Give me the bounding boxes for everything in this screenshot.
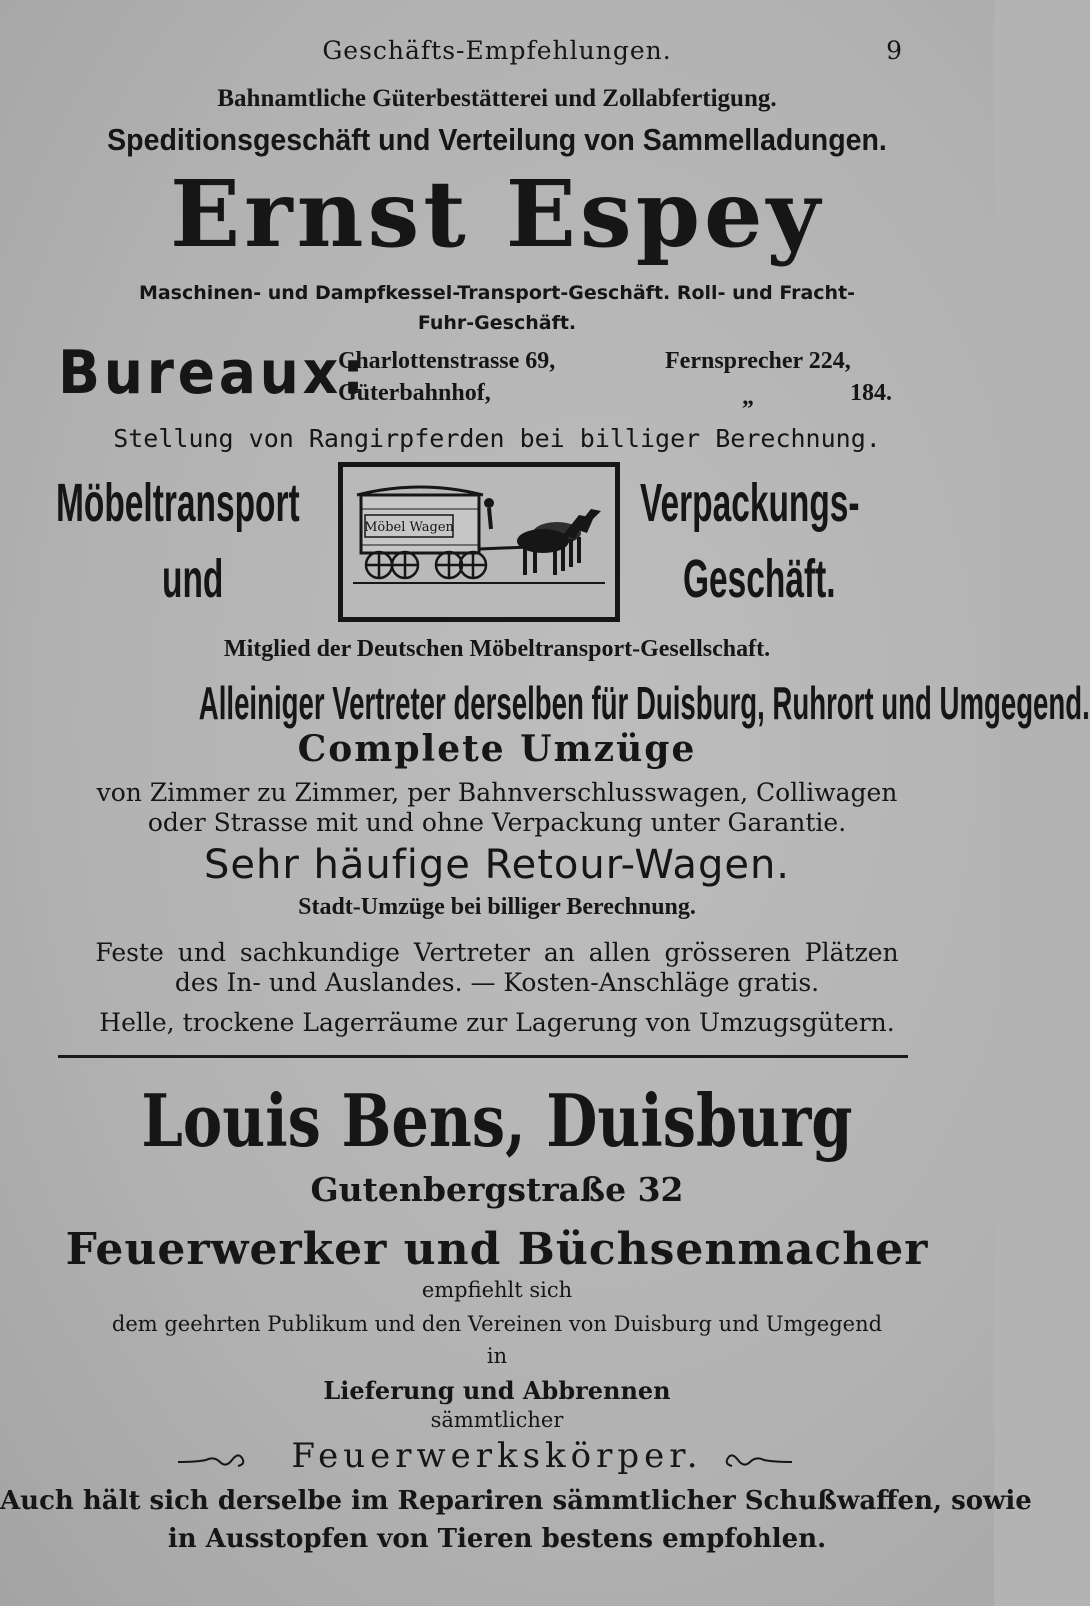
address-1-street: Charlottenstrasse 69, <box>338 348 556 374</box>
bens-feuerwerkskoerper: Feuerwerkskörper. <box>291 1436 703 1476</box>
espey-services-2: Fuhr-Geschäft. <box>417 312 577 334</box>
verpackungs-heading: Verpackungs- <box>640 473 860 533</box>
retour-wagen-heading: Sehr häufige Retour-Wagen. <box>203 842 791 888</box>
zimmer-line-2: oder Strasse mit und ohne Verpackung unter Garantie. <box>147 808 847 837</box>
complete-umzuege-heading: Complete Umzüge <box>297 728 697 770</box>
wagon-sign: Möbel Wagen <box>364 520 454 535</box>
running-head: Geschäfts-Empfehlungen. <box>322 36 672 65</box>
ad-divider <box>58 1055 908 1058</box>
lagerraeume-line: Helle, trockene Lagerräume zur Lagerung von Umzugsgütern. <box>99 1008 895 1037</box>
und-heading: und <box>162 549 224 609</box>
espey-tagline-1: Bahnamtliche Güterbestätterei und Zollabfertigung. <box>217 85 777 112</box>
bens-empfiehlt: empfiehlt sich <box>421 1278 573 1302</box>
bens-reparatur-line: Auch hält sich derselbe im Repariren sämmtlicher Schußwaffen, sowie <box>0 1486 1032 1516</box>
page-number: 9 <box>886 36 902 65</box>
zimmer-line-1: von Zimmer zu Zimmer, per Bahnverschlusswagen, Colliwagen <box>96 778 898 807</box>
bens-ausstopfen-line: in Ausstopfen von Tieren bestens empfohlen. <box>167 1524 827 1554</box>
bens-publikum-line: dem geehrten Publikum und den Vereinen von Duisburg und Umgegend <box>111 1312 883 1336</box>
address-2-street: Güterbahnhof, <box>338 380 491 406</box>
vertreter-line-2: des In- und Auslandes. — Kosten-Anschläge gratis. <box>174 968 820 997</box>
espey-company-name: Ernst Espey <box>169 160 825 268</box>
bens-lieferung: Lieferung und Abbrennen <box>323 1376 671 1405</box>
bens-saemtlicher: sämmtlicher <box>430 1408 564 1432</box>
address-1-phone: Fernsprecher 224, <box>665 348 851 374</box>
address-2-ditto-mark: „ <box>742 384 754 410</box>
bens-in: in <box>486 1344 508 1368</box>
furniture-wagon-illustration <box>338 462 620 622</box>
flourish-right-icon <box>722 1448 794 1472</box>
stadt-umzuege-line: Stadt-Umzüge bei billiger Berechnung. <box>298 894 696 920</box>
moebeltransport-heading: Möbeltransport <box>56 473 300 533</box>
address-2-phone-number: 184. <box>850 380 892 406</box>
geschaeft-heading: Geschäft. <box>683 549 836 609</box>
stellung-line: Stellung von Rangirpferden bei billiger Berechnung. <box>113 424 881 453</box>
horse-wagon-illustration <box>343 467 615 617</box>
espey-services-1: Maschinen- und Dampfkessel-Transport-Geschäft. Roll- und Fracht- <box>138 282 856 304</box>
alleiniger-vertreter-line: Alleiniger Vertreter derselben für Duisburg, Ruhrort und Umgegend. <box>198 677 1090 729</box>
bureaux-label: Bureaux: <box>58 338 368 408</box>
bens-address: Gutenbergstraße 32 <box>310 1170 684 1209</box>
vertreter-line-1: Feste und sachkundige Vertreter an allen grösseren Plätzen <box>95 938 899 967</box>
bens-company-name: Louis Bens, Duisburg <box>141 1078 853 1163</box>
mitglied-line: Mitglied der Deutschen Möbeltransport-Gesellschaft. <box>223 636 771 662</box>
espey-tagline-2: Speditionsgeschäft und Verteilung von Sammelladungen. <box>107 122 887 157</box>
bens-trade: Feuerwerker und Büchsenmacher <box>65 1224 929 1275</box>
